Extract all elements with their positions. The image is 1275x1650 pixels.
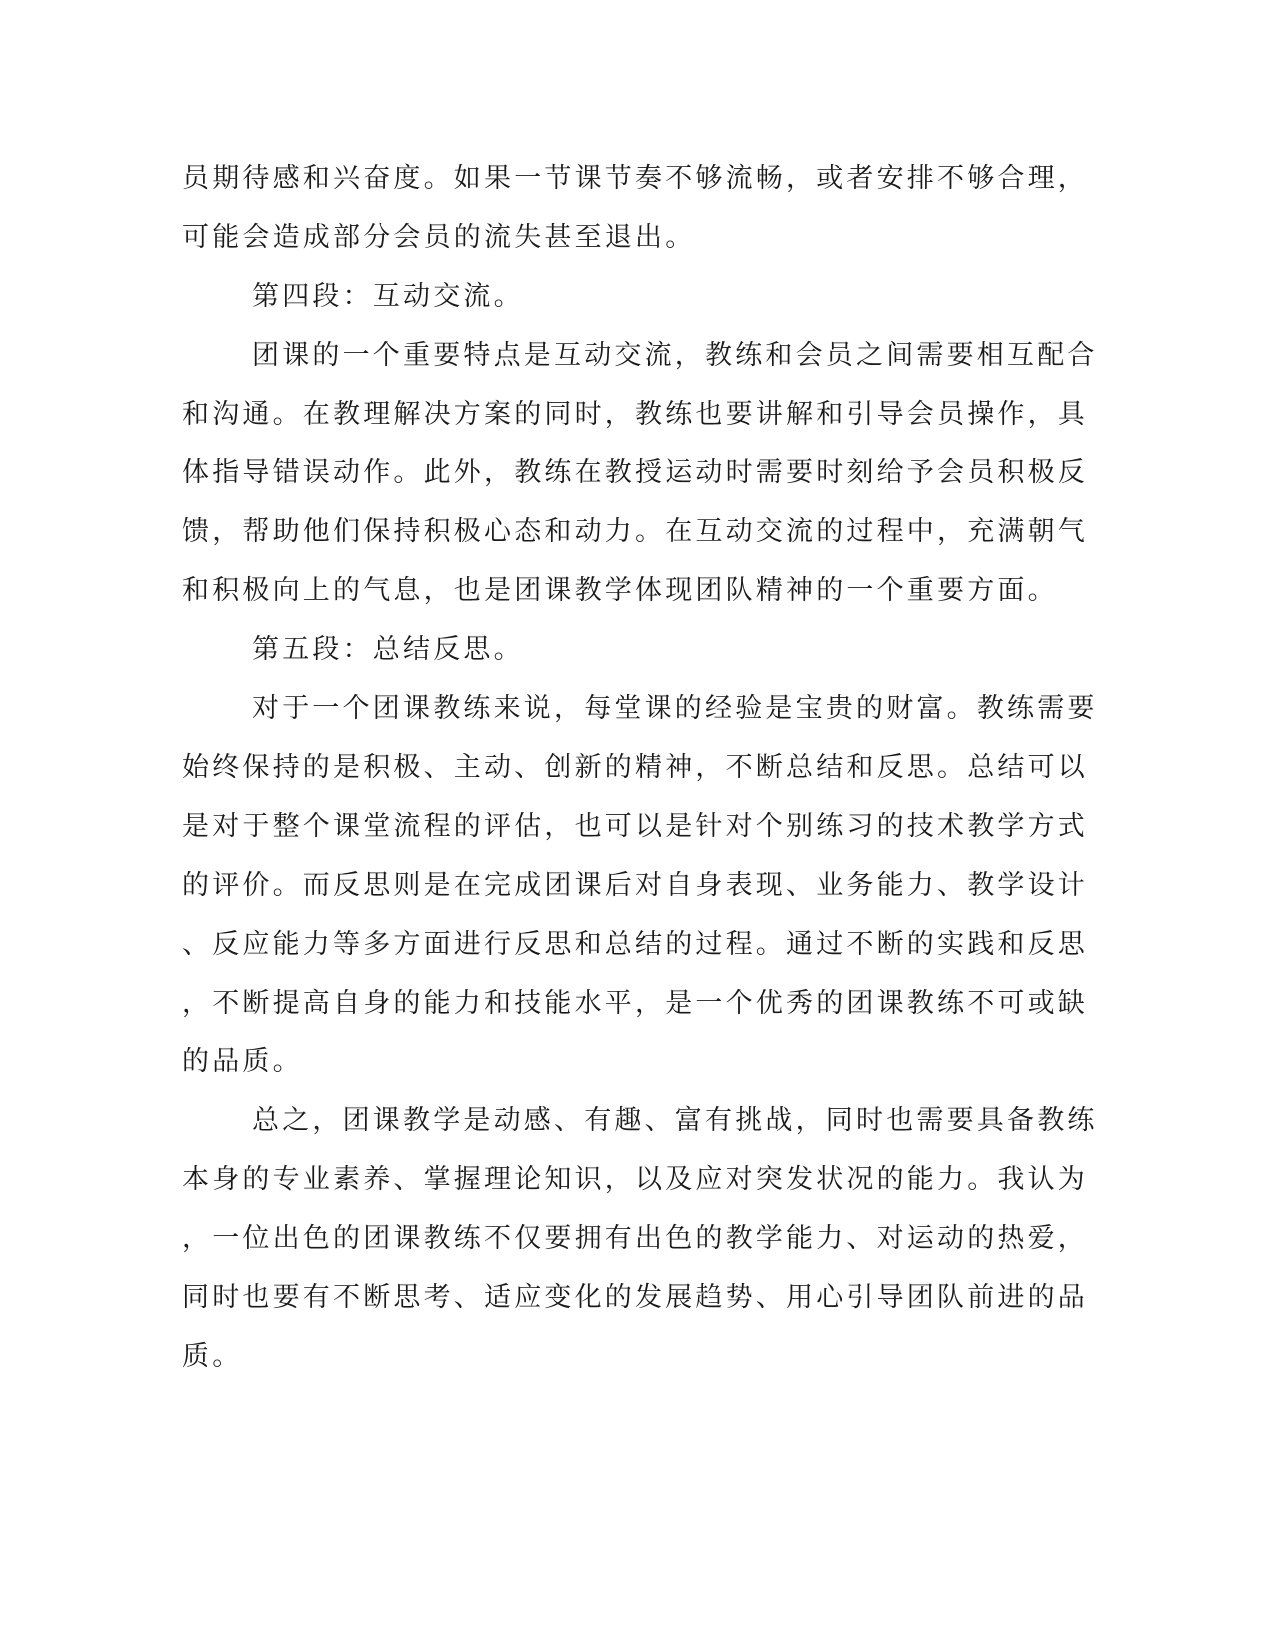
text-line: 质。 [182,1341,243,1372]
text-line: 员期待感和兴奋度。如果一节课节奏不够流畅，或者安排不够合理， [182,163,1088,194]
text-line: 是对于整个课堂流程的评估，也可以是针对个别练习的技术教学方式 [182,811,1088,842]
text-line: 总之，团课教学是动感、有趣、富有挑战，同时也需要具备教练 [252,1105,1098,1136]
text-line: 体指导错误动作。此外，教练在教授运动时需要时刻给予会员积极反 [182,457,1088,488]
text-line: 的评价。而反思则是在完成团课后对自身表现、业务能力、教学设计 [182,870,1088,901]
text-line: 的品质。 [182,1046,303,1077]
text-line: ，一位出色的团课教练不仅要拥有出色的教学能力、对运动的热爱， [182,1223,1088,1254]
section-heading: 第四段：互动交流。 [252,281,524,312]
text-line: 、反应能力等多方面进行反思和总结的过程。通过不断的实践和反思 [182,929,1088,960]
text-line: 可能会造成部分会员的流失甚至退出。 [182,222,696,253]
text-line: ，不断提高自身的能力和技能水平，是一个优秀的团课教练不可或缺 [182,988,1088,1019]
text-line: 馈，帮助他们保持积极心态和动力。在互动交流的过程中，充满朝气 [182,516,1088,547]
text-line: 和积极向上的气息，也是团课教学体现团队精神的一个重要方面。 [182,575,1058,606]
text-line: 本身的专业素养、掌握理论知识，以及应对突发状况的能力。我认为 [182,1164,1088,1195]
text-line: 对于一个团课教练来说，每堂课的经验是宝贵的财富。教练需要 [252,693,1098,724]
section-heading: 第五段：总结反思。 [252,634,524,665]
text-line: 同时也要有不断思考、适应变化的发展趋势、用心引导团队前进的品 [182,1282,1088,1313]
text-line: 始终保持的是积极、主动、创新的精神，不断总结和反思。总结可以 [182,752,1088,783]
text-line: 和沟通。在教理解决方案的同时，教练也要讲解和引导会员操作，具 [182,399,1088,430]
text-line: 团课的一个重要特点是互动交流，教练和会员之间需要相互配合 [252,340,1098,371]
